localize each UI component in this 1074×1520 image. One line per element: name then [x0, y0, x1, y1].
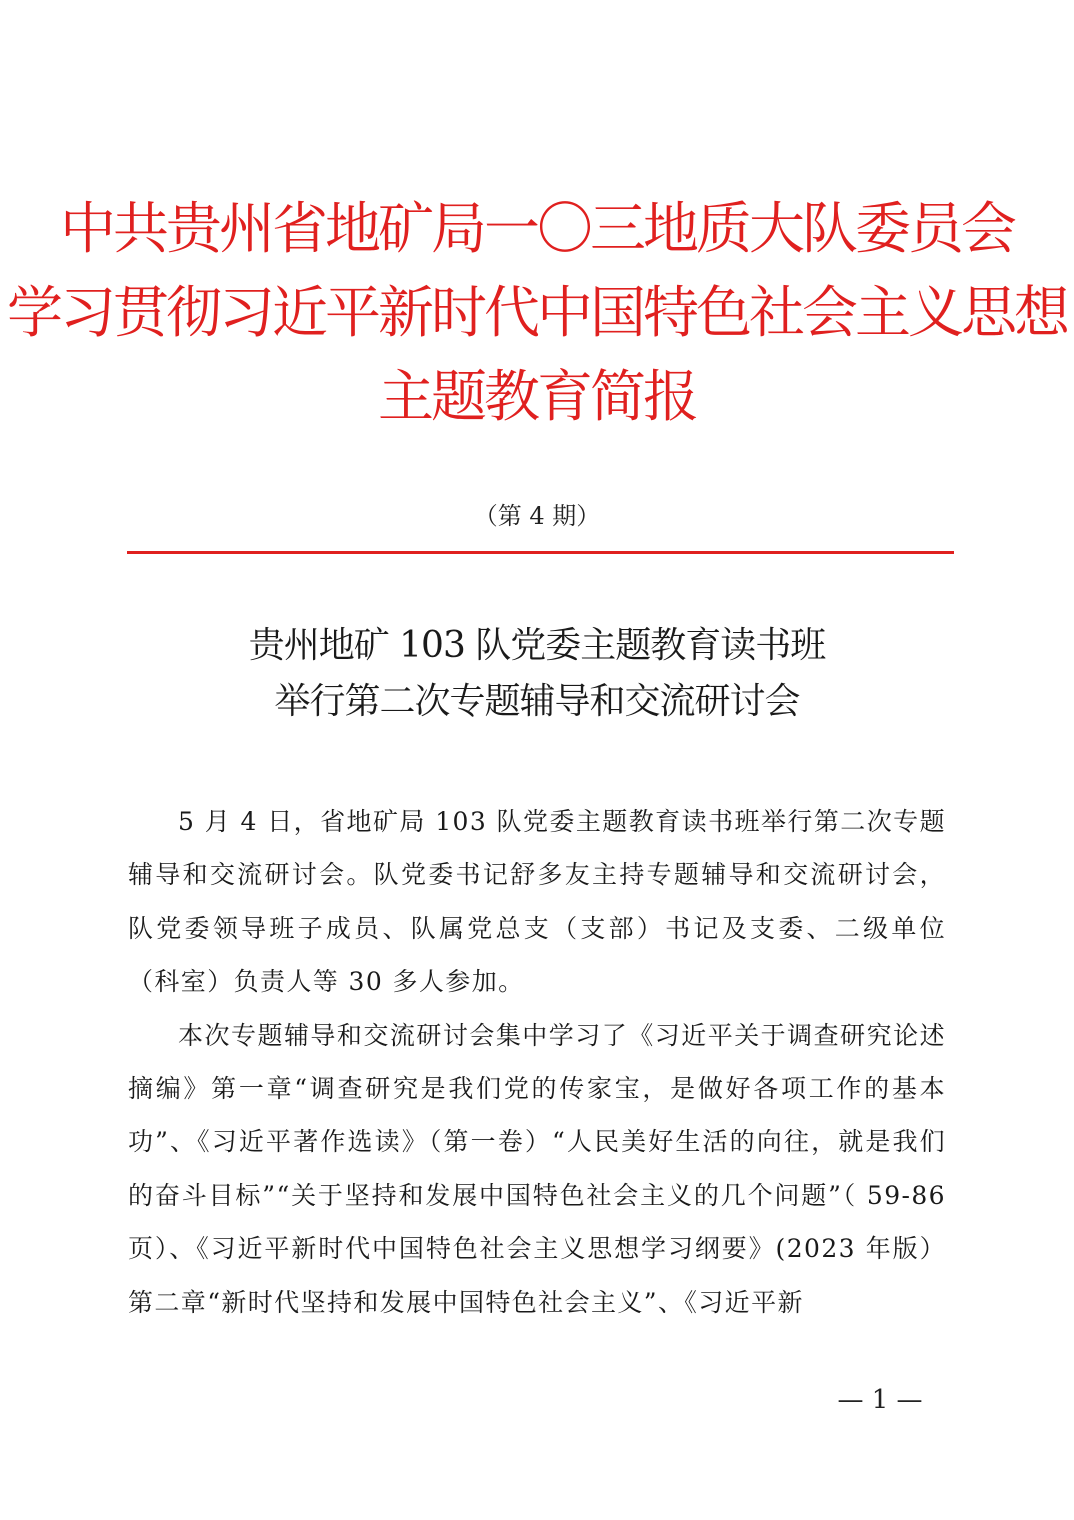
- paragraph-1: 5 月 4 日，省地矿局 103 队党委主题教育读书班举行第二次专题辅导和交流研讨会。队党委书记舒多友主持专题辅导和交流研讨会，队党委领导班子成员、队属党总支（支部）书记及支委、二级单位（科室）负责人等 30 多人参加。: [128, 807, 946, 997]
- red-divider: [127, 551, 954, 554]
- issue-number: （第 4 期）: [473, 502, 601, 530]
- masthead-line-3: 主题教育简报: [378, 365, 696, 430]
- page-number: — 1 —: [837, 1385, 923, 1415]
- masthead: [0, 188, 1074, 440]
- article-title: [0, 618, 1074, 730]
- article-title-line-1: 贵州地矿 103 队党委主题教育读书班: [248, 625, 826, 666]
- article-title-line-2: 举行第二次专题辅导和交流研讨会: [274, 681, 800, 722]
- paragraph-2: 本次专题辅导和交流研讨会集中学习了《习近平关于调查研究论述摘编》第一章“调查研究是我们党的传家宝，是做好各项工作的基本功”、《习近平著作选读》（第一卷）“人民美好生活的向往，就是我们的奋斗目标”“关于坚持和发展中国特色社会主义的几个问题”（ 59-86 页）、《习近平新时代中国特色社会主义思想学习纲要》(2023 年版）第二章“新时代坚持和发展中国特色社会主义”、《习近平新: [128, 1020, 946, 1317]
- masthead-line-1: 中共贵州省地矿局一〇三地质大队委员会: [60, 197, 1014, 262]
- article-body: [128, 795, 946, 1329]
- masthead-line-2: 学习贯彻习近平新时代中国特色社会主义思想: [7, 281, 1067, 346]
